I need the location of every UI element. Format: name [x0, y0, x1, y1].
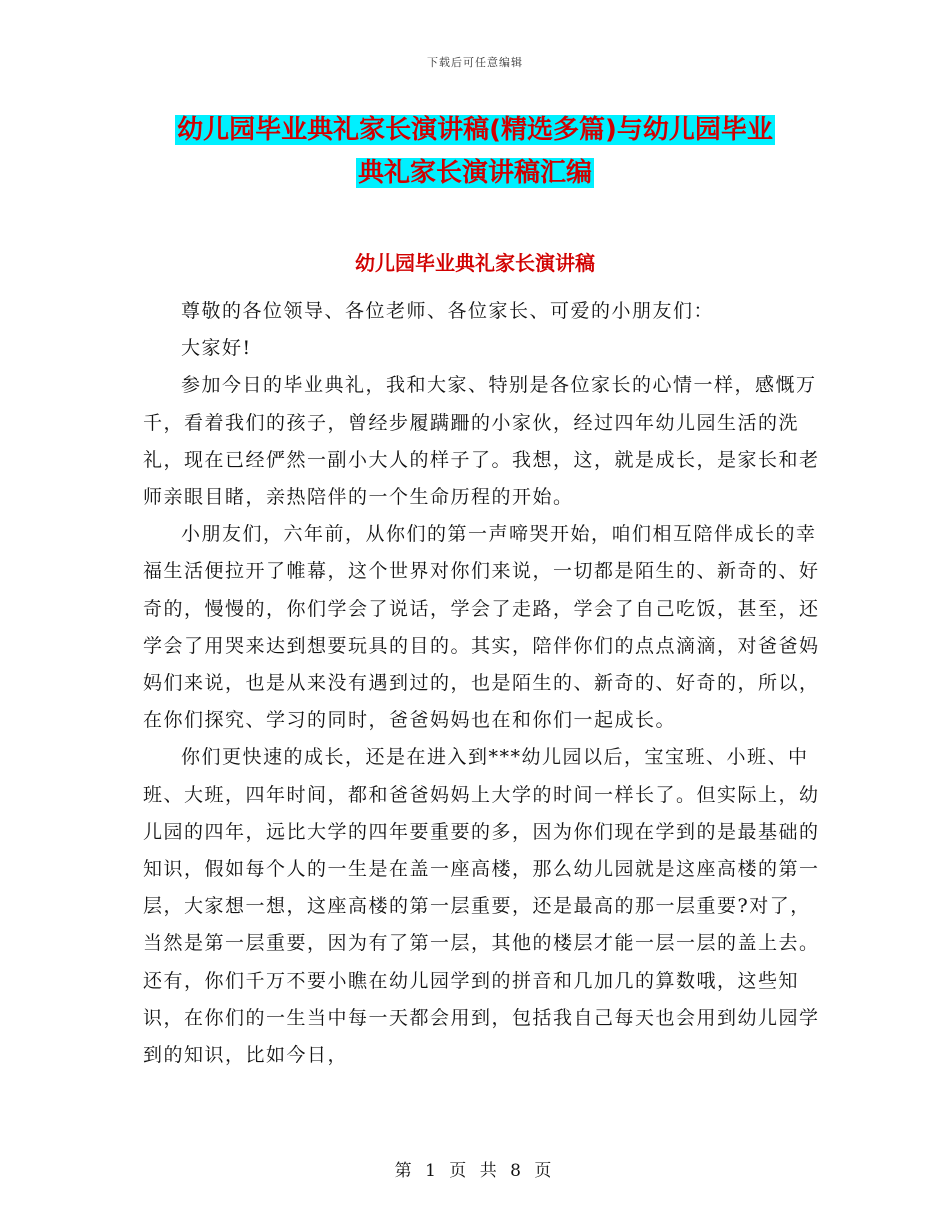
paragraph-greeting: 大家好! [181, 337, 252, 360]
document-title-line-1 [0, 110, 950, 150]
page-header-note: 下载后可任意编辑 [427, 56, 523, 69]
paragraph-1: 参加今日的毕业典礼，我和大家、特别是各位家长的心情一样，感慨万千，看着我们的孩子，曾经步履蹒跚的小家伙，经过四年幼儿园生活的洗礼，现在已经俨然一副小大人的样子了。我想，这，就是成长，是家长和老师亲眼目睹，亲热陪伴的一个生命历程的开始。 [143, 374, 820, 509]
document-title-line-2 [0, 153, 950, 193]
title-line-2-text: 典礼家长演讲稿汇编 [357, 158, 592, 188]
section-heading: 幼儿园毕业典礼家长演讲稿 [355, 251, 595, 275]
body-text [143, 293, 823, 1074]
paragraph-salutation: 尊敬的各位领导、各位老师、各位家长、可爱的小朋友们： [181, 300, 715, 322]
paragraph-3: 你们更快速的成长，还是在进入到***幼儿园以后，宝宝班、小班、中班、大班，四年时间，都和爸爸妈妈上大学的时间一样长了。但实际上，幼儿园的四年，远比大学的四年要重要的多，因为你们现在学到的是最基础的知识，假如每个人的一生是在盖一座高楼，那么幼儿园就是这座高楼的第一层，大家想一想，这座高楼的第一层重要，还是最高的那一层重要?对了，当然是第一层重要，因为有了第一层，其他的楼层才能一层一层的盖上去。还有，你们千万不要小瞧在幼儿园学到的拼音和几加几的算数哦，这些知识，在你们的一生当中每一天都会用到，包括我自己每天也会用到幼儿园学到的知识，比如今日， [143, 746, 820, 1067]
title-line-1-text: 幼儿园毕业典礼家长演讲稿(精选多篇)与幼儿园毕业 [177, 115, 773, 145]
page-footer: 第 1 页 共 8 页 [394, 1161, 556, 1181]
paragraph-2: 小朋友们，六年前，从你们的第一声啼哭开始，咱们相互陪伴成长的幸福生活便拉开了帷幕，这个世界对你们来说，一切都是陌生的、新奇的、好奇的，慢慢的，你们学会了说话，学会了走路，学会了自己吃饭，甚至，还学会了用哭来达到想要玩具的目的。其实，陪伴你们的点点滴滴，对爸爸妈妈们来说，也是从来没有遇到过的，也是陌生的、新奇的、好奇的，所以，在你们探究、学习的同时，爸爸妈妈也在和你们一起成长。 [143, 523, 820, 732]
